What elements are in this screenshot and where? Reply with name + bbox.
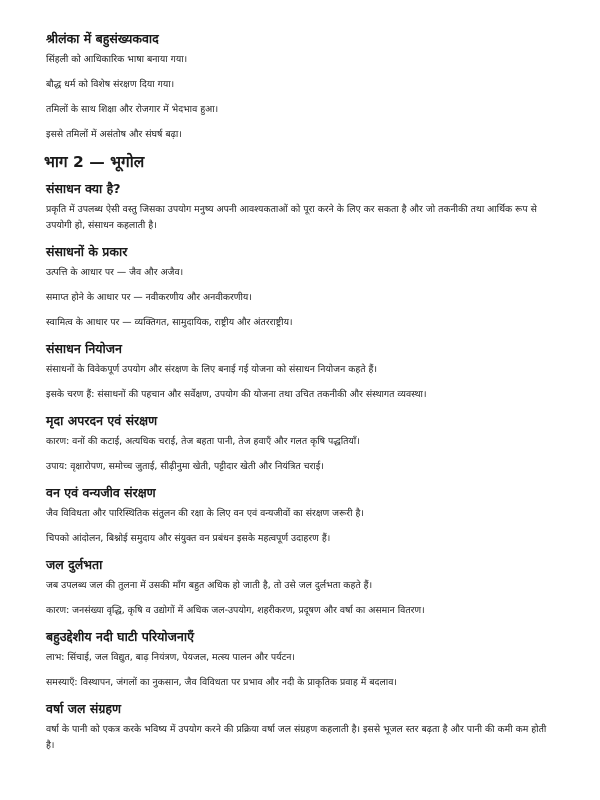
paragraph: लाभ: सिंचाई, जल विद्युत, बाढ़ नियंत्रण, पेयजल, मत्स्य पालन और पर्यटन। (46, 652, 295, 663)
paragraph: बौद्ध धर्म को विशेष संरक्षण दिया गया। (46, 79, 175, 90)
paragraph: जब उपलब्ध जल की तुलना में उसकी माँग बहुत अधिक हो जाती है, तो उसे जल दुर्लभता कहते हैं। (46, 580, 373, 591)
paragraph: तमिलों के साथ शिक्षा और रोजगार में भेदभाव हुआ। (46, 104, 219, 115)
sections-part2 (46, 180, 556, 754)
paragraph: कारण: वनों की कटाई, अत्यधिक चराई, तेज बहता पानी, तेज हवाएँ और गलत कृषि पद्धतियाँ। (46, 436, 360, 447)
section-heading: बहुउद्देशीय नदी घाटी परियोजनाएँ (46, 629, 194, 644)
paragraph: स्वामित्व के आधार पर — व्यक्तिगत, सामुदायिक, राष्ट्रीय और अंतरराष्ट्रीय। (46, 317, 293, 328)
section (46, 340, 556, 403)
paragraph: इससे तमिलों में असंतोष और संघर्ष बढ़ा। (46, 129, 182, 140)
section-heading: मृदा अपरदन एवं संरक्षण (46, 413, 158, 428)
section (46, 30, 556, 143)
section-heading: श्रीलंका में बहुसंख्यकवाद (46, 31, 159, 46)
section-heading: वर्षा जल संग्रहण (46, 701, 122, 716)
section-heading: संसाधन क्या है? (46, 181, 121, 196)
section (46, 484, 556, 547)
paragraph: चिपको आंदोलन, बिश्नोई समुदाय और संयुक्त वन प्रबंधन इसके महत्वपूर्ण उदाहरण हैं। (46, 533, 331, 544)
section (46, 412, 556, 475)
section (46, 628, 556, 691)
sections-before-part2 (46, 30, 556, 143)
section (46, 180, 556, 234)
paragraph: समाप्त होने के आधार पर — नवीकरणीय और अनवीकरणीय। (46, 292, 252, 303)
section-heading: संसाधन नियोजन (46, 341, 122, 356)
paragraph: संसाधनों के विवेकपूर्ण उपयोग और संरक्षण के लिए बनाई गई योजना को संसाधन नियोजन कहते हैं। (46, 364, 377, 375)
paragraph: इसके चरण हैं: संसाधनों की पहचान और सर्वेक्षण, उपयोग की योजना तथा उचित तकनीकी और संस्थागत व्यवस्था। (46, 389, 427, 400)
paragraph: उपाय: वृक्षारोपण, समोच्च जुताई, सीढ़ीनुमा खेती, पट्टीदार खेती और नियंत्रित चराई। (46, 461, 324, 472)
paragraph: वर्षा के पानी को एकत्र करके भविष्य में उपयोग करने की प्रक्रिया वर्षा जल संग्रहण कहलाती है। इससे भूजल स्तर बढ़ता है और पानी की कमी कम होती है। (46, 724, 547, 751)
paragraph: जैव विविधता और पारिस्थितिक संतुलन की रक्षा के लिए वन एवं वन्यजीवों का संरक्षण जरूरी है। (46, 508, 364, 519)
section-heading: वन एवं वन्यजीव संरक्षण (46, 485, 156, 500)
paragraph: सिंहली को आधिकारिक भाषा बनाया गया। (46, 54, 188, 65)
paragraph: उत्पत्ति के आधार पर — जैव और अजैव। (46, 267, 184, 278)
section (46, 243, 556, 331)
section-heading: जल दुर्लभता (46, 557, 103, 572)
section-heading: संसाधनों के प्रकार (46, 244, 128, 259)
section (46, 556, 556, 619)
paragraph: प्रकृति में उपलब्ध ऐसी वस्तु जिसका उपयोग मनुष्य अपनी आवश्यकताओं को पूरा करने के लिए कर सकता है और जो तकनीकी तथा आर्थिक रूप से उपयोगी हो, संसाधन कहलाती है। (46, 204, 537, 231)
paragraph: समस्याएँ: विस्थापन, जंगलों का नुकसान, जैव विविधता पर प्रभाव और नदी के प्राकृतिक प्रवाह में बदलाव। (46, 677, 397, 688)
section (46, 700, 556, 754)
paragraph: कारण: जनसंख्या वृद्धि, कृषि व उद्योगों में अधिक जल-उपयोग, शहरीकरण, प्रदूषण और वर्षा का असमान वितरण। (46, 605, 425, 616)
part-heading: भाग 2 — भूगोल (44, 153, 145, 171)
